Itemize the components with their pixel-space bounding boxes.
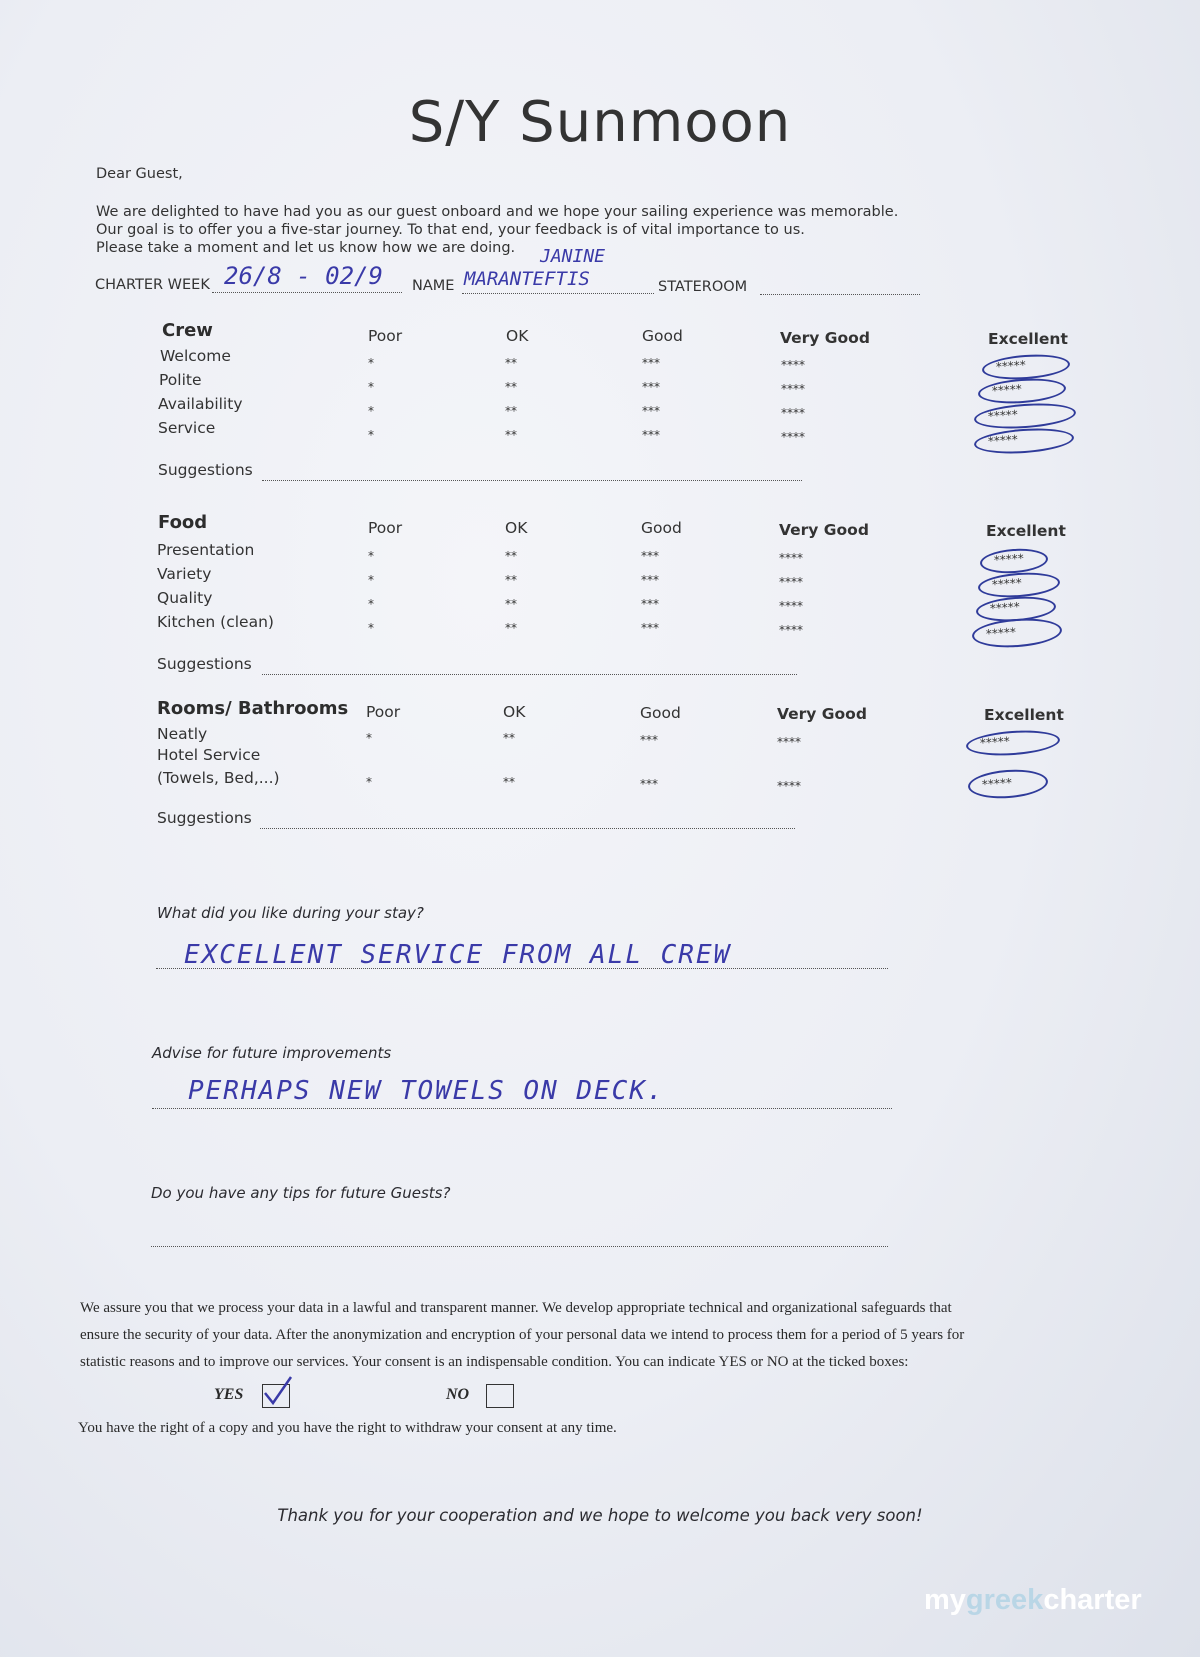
question-tips: Do you have any tips for future Guests? — [151, 1184, 451, 1202]
rating-ok[interactable]: ** — [505, 404, 517, 418]
stateroom-label: STATEROOM — [658, 279, 748, 295]
col-header-very-good: Very Good — [779, 521, 869, 539]
col-header-excellent: Excellent — [986, 522, 1066, 540]
col-header-ok: OK — [505, 519, 528, 537]
rating-good[interactable]: *** — [642, 428, 660, 442]
rating-good[interactable]: *** — [640, 777, 658, 791]
rating-very-good[interactable]: **** — [781, 382, 805, 396]
answer-liked[interactable]: EXCELLENT SERVICE FROM ALL CREW — [184, 940, 732, 970]
rating-ok[interactable]: ** — [505, 549, 517, 563]
row-label-service: Service — [158, 419, 216, 437]
consent-line-3: statistic reasons and to improve our services. Your consent is an indispensable condition. You can indicate YES or NO at the ticked boxes: — [80, 1354, 909, 1370]
rating-excellent-selected[interactable]: ***** — [965, 728, 1060, 758]
rating-very-good[interactable]: **** — [781, 406, 805, 420]
row-label-availability: Availability — [158, 395, 243, 413]
row-label-welcome: Welcome — [160, 347, 231, 365]
rating-excellent-selected[interactable]: ***** — [981, 352, 1070, 382]
intro-line-1: We are delighted to have had you as our guest onboard and we hope your sailing experience was memorable. — [96, 204, 899, 220]
rating-poor[interactable]: * — [368, 621, 374, 635]
rating-very-good[interactable]: **** — [779, 623, 803, 637]
row-label-polite: Polite — [159, 371, 202, 389]
rating-poor[interactable]: * — [368, 380, 374, 394]
rating-excellent-selected[interactable]: ***** — [979, 547, 1049, 576]
consent-line-2: ensure the security of your data. After the anonymization and encryption of your personal data we intend to process them for a period of 5 years for — [80, 1327, 965, 1343]
rating-very-good[interactable]: **** — [779, 551, 803, 565]
question-improvements: Advise for future improvements — [152, 1044, 392, 1062]
col-header-poor: Poor — [368, 519, 403, 537]
brand-watermark: mygreekcharter — [924, 1584, 1142, 1616]
greeting: Dear Guest, — [96, 166, 183, 182]
suggestions-label: Suggestions — [157, 809, 252, 827]
suggestions-label: Suggestions — [158, 461, 253, 479]
rating-poor[interactable]: * — [366, 775, 372, 789]
col-header-poor: Poor — [368, 327, 403, 345]
consent-yes-label: YES — [214, 1386, 244, 1403]
rating-good[interactable]: *** — [641, 549, 659, 563]
row-label-kitchen: Kitchen (clean) — [157, 613, 274, 631]
rating-very-good[interactable]: **** — [779, 575, 803, 589]
rating-ok[interactable]: ** — [505, 380, 517, 394]
rating-ok[interactable]: ** — [503, 775, 515, 789]
rating-good[interactable]: *** — [641, 597, 659, 611]
col-header-ok: OK — [506, 327, 529, 345]
rating-ok[interactable]: ** — [505, 428, 517, 442]
question-liked: What did you like during your stay? — [157, 904, 424, 922]
consent-yes-checkbox[interactable] — [262, 1384, 290, 1408]
guest-first-name: JANINE — [540, 246, 606, 267]
row-label-variety: Variety — [157, 565, 212, 583]
consent-no-label: NO — [446, 1386, 470, 1403]
col-header-excellent: Excellent — [984, 706, 1064, 724]
rating-good[interactable]: *** — [641, 621, 659, 635]
rating-poor[interactable]: * — [368, 573, 374, 587]
rating-excellent-selected[interactable]: ***** — [977, 570, 1060, 600]
stateroom-line[interactable] — [760, 294, 920, 295]
answer-improvements[interactable]: PERHAPS NEW TOWELS ON DECK. — [188, 1076, 665, 1106]
suggestions-label: Suggestions — [157, 655, 252, 673]
rating-very-good[interactable]: **** — [781, 358, 805, 372]
rating-poor[interactable]: * — [368, 597, 374, 611]
rating-excellent-selected[interactable]: ***** — [977, 376, 1066, 406]
rating-ok[interactable]: ** — [503, 731, 515, 745]
rating-ok[interactable]: ** — [505, 621, 517, 635]
charter-week-value[interactable]: 26/8 - 02/9 — [224, 262, 383, 290]
intro-line-2: Our goal is to offer you a five-star journey. To that end, your feedback is of vital importance to us. — [96, 222, 805, 238]
rating-good[interactable]: *** — [640, 733, 658, 747]
rating-excellent-selected[interactable]: ***** — [973, 426, 1074, 457]
consent-rights: You have the right of a copy and you have the right to withdraw your consent at any time. — [78, 1420, 617, 1436]
suggestions-line-food[interactable] — [262, 674, 797, 675]
name-label: NAME — [412, 278, 455, 294]
rating-ok[interactable]: ** — [505, 356, 517, 370]
col-header-ok: OK — [503, 703, 526, 721]
rating-very-good[interactable]: **** — [781, 430, 805, 444]
col-header-very-good: Very Good — [780, 329, 870, 347]
section-title-food: Food — [158, 512, 208, 533]
rating-excellent-selected[interactable]: ***** — [973, 400, 1076, 431]
col-header-good: Good — [642, 327, 683, 345]
answer-line-improvements[interactable] — [152, 1108, 892, 1109]
row-label-neatly: Neatly — [157, 725, 208, 743]
section-title-rooms: Rooms/ Bathrooms — [157, 698, 349, 719]
col-header-excellent: Excellent — [988, 330, 1068, 348]
rating-poor[interactable]: * — [368, 549, 374, 563]
intro-line-3: Please take a moment and let us know how we are doing. — [96, 240, 516, 256]
rating-excellent-selected[interactable]: ***** — [971, 616, 1063, 650]
rating-poor[interactable]: * — [368, 404, 374, 418]
thank-you-note: Thank you for your cooperation and we hope to welcome you back very soon! — [277, 1506, 923, 1525]
row-label-quality: Quality — [157, 589, 213, 607]
rating-very-good[interactable]: **** — [777, 779, 801, 793]
rating-ok[interactable]: ** — [505, 597, 517, 611]
consent-no-checkbox[interactable] — [486, 1384, 514, 1408]
rating-ok[interactable]: ** — [505, 573, 517, 587]
guest-last-name[interactable]: MARANTEFTIS — [464, 268, 590, 290]
rating-good[interactable]: *** — [642, 404, 660, 418]
col-header-very-good: Very Good — [777, 705, 867, 723]
row-label-hotel-service: Hotel Service — [157, 746, 261, 764]
section-title-crew: Crew — [162, 320, 213, 341]
consent-line-1: We assure you that we process your data in a lawful and transparent manner. We develop appropriate technical and organizational safeguards that — [80, 1300, 952, 1316]
suggestions-line-rooms[interactable] — [260, 828, 795, 829]
rating-poor[interactable]: * — [368, 428, 374, 442]
suggestions-line-crew[interactable] — [262, 480, 802, 481]
rating-excellent-selected[interactable]: ***** — [967, 767, 1049, 801]
rating-poor[interactable]: * — [366, 731, 372, 745]
rating-good[interactable]: *** — [642, 380, 660, 394]
row-label-presentation: Presentation — [157, 541, 255, 559]
charter-week-line — [212, 292, 402, 293]
rating-excellent-selected[interactable]: ***** — [975, 594, 1056, 624]
rating-good[interactable]: *** — [641, 573, 659, 587]
col-header-good: Good — [640, 704, 681, 722]
name-line — [462, 293, 654, 294]
rating-very-good[interactable]: **** — [777, 735, 801, 749]
row-label-towels-bed: (Towels, Bed,...) — [157, 769, 280, 787]
col-header-poor: Poor — [366, 703, 401, 721]
rating-good[interactable]: *** — [642, 356, 660, 370]
checkmark-icon — [261, 1375, 295, 1409]
col-header-good: Good — [641, 519, 682, 537]
rating-poor[interactable]: * — [368, 356, 374, 370]
answer-line-tips[interactable] — [151, 1246, 888, 1247]
rating-very-good[interactable]: **** — [779, 599, 803, 613]
page-title: S/Y Sunmoon — [408, 90, 792, 155]
charter-week-label: CHARTER WEEK — [95, 277, 210, 293]
